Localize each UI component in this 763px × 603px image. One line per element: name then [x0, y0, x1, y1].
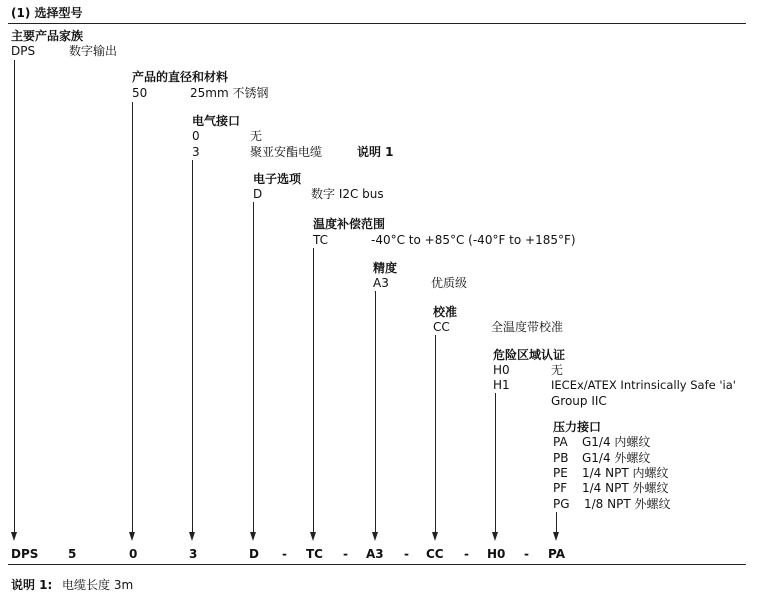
model-code-family: DPS [11, 547, 39, 561]
hazardous-desc-cont: Group IIC [551, 394, 607, 408]
connector-line-hazardous [495, 393, 496, 534]
model-code-electrical-3: 3 [189, 547, 198, 561]
bottom-rule [8, 564, 746, 565]
electronics-desc: 数字 I2C bus [311, 187, 384, 201]
arrowhead-electrical-icon [189, 532, 195, 541]
arrowhead-pressure-icon [553, 532, 559, 541]
hazardous-code-h0: H0 [493, 363, 510, 377]
family-heading: 主要产品家族 [11, 29, 84, 43]
connector-line-temperature [313, 248, 314, 534]
model-code-calibration: CC [426, 547, 444, 561]
hazardous-desc-h1: IECEx/ATEX Intrinsically Safe 'ia' [551, 378, 736, 392]
diameter-code: 50 [132, 86, 148, 100]
model-code-electrical-0: 0 [129, 547, 138, 561]
model-code-diameter: 5 [68, 547, 77, 561]
model-code-pressure: PA [548, 547, 565, 561]
temperature-heading: 温度补偿范围 [313, 217, 386, 231]
accuracy-heading: 精度 [373, 261, 398, 275]
arrowhead-hazardous-icon [492, 532, 498, 541]
connector-line-diameter [132, 102, 133, 534]
hazardous-heading: 危险区域认证 [493, 348, 566, 362]
temperature-code: TC [313, 233, 329, 247]
top-rule [8, 23, 746, 24]
pressure-code-pg: PG [553, 497, 570, 511]
section-title: (1) 选择型号 [11, 6, 83, 20]
footnote-label: 说明 1: [11, 578, 53, 592]
electrical-code-0: 0 [192, 129, 200, 143]
pressure-code-pe: PE [553, 466, 568, 480]
note-reference: 说明 1 [357, 145, 394, 159]
pressure-desc-pg: 1/8 NPT 外螺纹 [584, 497, 671, 511]
calibration-heading: 校准 [433, 305, 458, 319]
family-code: DPS [11, 44, 36, 58]
connector-line-electrical [192, 160, 193, 534]
accuracy-code: A3 [373, 276, 389, 290]
pressure-code-pf: PF [553, 481, 568, 495]
arrowhead-electronics-icon [250, 532, 256, 541]
calibration-code: CC [433, 320, 450, 334]
pressure-desc-pa: G1/4 内螺纹 [582, 435, 651, 449]
electrical-heading: 电气接口 [192, 114, 241, 128]
electrical-desc-0: 无 [250, 129, 263, 143]
family-desc: 数字输出 [69, 44, 118, 58]
arrowhead-family-icon [11, 532, 17, 541]
connector-line-electronics [253, 202, 254, 534]
model-code-electronics: D [249, 547, 259, 561]
arrowhead-calibration-icon [432, 532, 438, 541]
pressure-desc-pf: 1/4 NPT 外螺纹 [582, 481, 669, 495]
accuracy-desc: 优质级 [431, 276, 468, 290]
hazardous-desc-h0: 无 [551, 363, 564, 377]
electronics-heading: 电子选项 [253, 172, 302, 186]
arrowhead-diameter-icon [129, 532, 135, 541]
electronics-code: D [253, 187, 263, 201]
footnote-text: 电缆长度 3m [62, 578, 134, 592]
electrical-code-3: 3 [192, 145, 200, 159]
connector-line-accuracy [375, 291, 376, 534]
hazardous-code-h1: H1 [493, 378, 510, 392]
model-code-temperature: TC [306, 547, 323, 561]
model-separator: - [404, 547, 409, 561]
pressure-code-pa: PA [553, 435, 568, 449]
pressure-desc-pe: 1/4 NPT 内螺纹 [582, 466, 669, 480]
temperature-desc: -40°C to +85°C (-40°F to +185°F) [371, 233, 576, 247]
model-code-accuracy: A3 [366, 547, 384, 561]
calibration-desc: 全温度带校准 [491, 320, 564, 334]
arrowhead-temperature-icon [310, 532, 316, 541]
electrical-desc-3: 聚亚安酯电缆 [250, 145, 323, 159]
arrowhead-accuracy-icon [372, 532, 378, 541]
connector-line-pressure [556, 512, 557, 534]
diameter-desc: 25mm 不锈钢 [190, 86, 269, 100]
model-separator: - [464, 547, 469, 561]
model-separator: - [282, 547, 287, 561]
model-code-hazardous: H0 [487, 547, 506, 561]
pressure-code-pb: PB [553, 451, 569, 465]
pressure-desc-pb: G1/4 外螺纹 [582, 451, 651, 465]
connector-line-calibration [435, 335, 436, 534]
diameter-heading: 产品的直径和材料 [132, 70, 229, 84]
pressure-heading: 压力接口 [553, 420, 602, 434]
model-separator: - [343, 547, 348, 561]
model-separator: - [524, 547, 529, 561]
connector-line-family [14, 60, 15, 534]
